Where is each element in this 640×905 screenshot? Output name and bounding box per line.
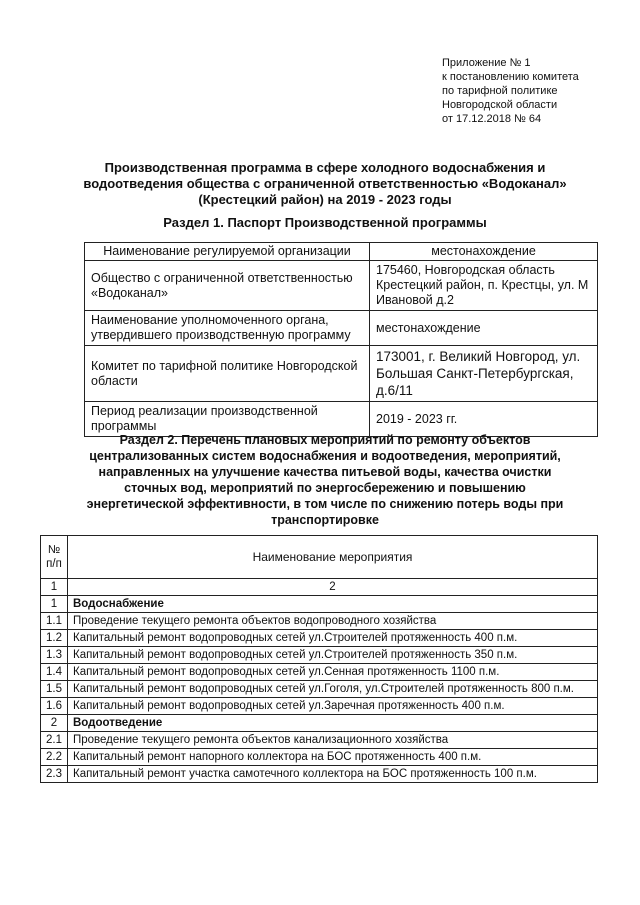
- event-row: [41, 749, 598, 766]
- event-number: 1.4: [41, 664, 68, 681]
- event-name: Проведение текущего ремонта объектов водопроводного хозяйства: [68, 613, 598, 630]
- appendix-date-line: от 17.12.2018 № 64: [442, 113, 542, 125]
- passport-header-row: [85, 243, 598, 261]
- event-number: 2.2: [41, 749, 68, 766]
- event-name: Капитальный ремонт водопроводных сетей ул.Строителей протяженность 350 п.м.: [68, 647, 598, 664]
- passport-row: [85, 311, 598, 346]
- event-number: 1.6: [41, 698, 68, 715]
- passport-cell-location-label: местонахождение: [370, 311, 598, 346]
- events-header-num: № п/п: [41, 536, 68, 579]
- section2-line: сточных вод, мероприятий по энергосбережению и повышению: [124, 481, 526, 495]
- event-row: [41, 732, 598, 749]
- appendix-line: к постановлению комитета: [442, 71, 579, 83]
- title-line: Производственная программа в сфере холодного водоснабжения и: [104, 160, 546, 175]
- title-line: (Крестецкий район) на 2019 - 2023 годы: [198, 192, 452, 207]
- event-number: 2.1: [41, 732, 68, 749]
- event-name: Проведение текущего ремонта объектов канализационного хозяйства: [68, 732, 598, 749]
- appendix-line: по тарифной политике: [442, 85, 558, 97]
- events-header-row: [41, 536, 598, 579]
- passport-cell-authority: Комитет по тарифной политике Новгородской области: [85, 346, 370, 402]
- event-row: [41, 681, 598, 698]
- document-title: [40, 160, 610, 208]
- event-row: [41, 647, 598, 664]
- events-section-row: [41, 596, 598, 613]
- passport-table: [84, 242, 598, 437]
- event-section-title: Водоотведение: [68, 715, 598, 732]
- event-row: [41, 630, 598, 647]
- events-colnum-2: 2: [68, 579, 598, 596]
- event-name: Капитальный ремонт участка самотечного коллектора на БОС протяженность 100 п.м.: [68, 766, 598, 783]
- passport-cell-authority-address: 173001, г. Великий Новгород, ул. Большая Санкт-Петербургская, д.6/11: [370, 346, 598, 402]
- passport-cell-authority-label: Наименование уполномоченного органа, утвердившего производственную программу: [85, 311, 370, 346]
- passport-cell-address: 175460, Новгородская область Крестецкий район, п. Крестцы, ул. М Ивановой д.2: [370, 261, 598, 311]
- event-name: Капитальный ремонт водопроводных сетей ул.Строителей протяженность 400 п.м.: [68, 630, 598, 647]
- appendix-line: Новгородской области: [442, 99, 558, 111]
- event-number: 1.3: [41, 647, 68, 664]
- event-number: 1.5: [41, 681, 68, 698]
- event-row: [41, 664, 598, 681]
- events-section-row: [41, 715, 598, 732]
- passport-row: [85, 346, 598, 402]
- passport-cell-org: Общество с ограниченной ответственностью «Водоканал»: [85, 261, 370, 311]
- events-colnum-row: [41, 579, 598, 596]
- event-row: [41, 613, 598, 630]
- appendix-line: Приложение № 1: [442, 57, 531, 69]
- event-number: 1.1: [41, 613, 68, 630]
- events-colnum-1: 1: [41, 579, 68, 596]
- passport-cell-period: 2019 - 2023 гг.: [370, 402, 598, 437]
- section1-heading: Раздел 1. Паспорт Производственной программы: [163, 215, 487, 230]
- section2-heading: [70, 432, 580, 528]
- passport-cell-period-label: Период реализации производственной программы: [85, 402, 370, 437]
- appendix-block: [442, 56, 632, 126]
- events-table: [40, 535, 598, 783]
- event-section-title: Водоснабжение: [68, 596, 598, 613]
- event-number: 1: [41, 596, 68, 613]
- passport-header-org: Наименование регулируемой организации: [85, 243, 370, 261]
- section2-line: транспортировке: [271, 513, 379, 527]
- event-number: 1.2: [41, 630, 68, 647]
- event-row: [41, 766, 598, 783]
- event-name: Капитальный ремонт напорного коллектора на БОС протяженность 400 п.м.: [68, 749, 598, 766]
- event-name: Капитальный ремонт водопроводных сетей ул.Гоголя, ул.Строителей протяженность 800 п.м.: [68, 681, 598, 698]
- event-row: [41, 698, 598, 715]
- section2-line: энергетической эффективности, в том числе по снижению потерь воды при: [86, 497, 564, 511]
- section2-line: направленных на улучшение качества питьевой воды, качества очистки: [98, 465, 552, 479]
- event-name: Капитальный ремонт водопроводных сетей ул.Заречная протяженность 400 п.м.: [68, 698, 598, 715]
- title-line: водоотведения общества с ограниченной ответственностью «Водоканал»: [83, 176, 567, 191]
- passport-header-location: местонахождение: [370, 243, 598, 261]
- event-number: 2.3: [41, 766, 68, 783]
- events-header-name: Наименование мероприятия: [68, 536, 598, 579]
- passport-row: [85, 261, 598, 311]
- event-name: Капитальный ремонт водопроводных сетей ул.Сенная протяженность 1100 п.м.: [68, 664, 598, 681]
- event-number: 2: [41, 715, 68, 732]
- section2-line: Раздел 2. Перечень плановых мероприятий по ремонту объектов: [119, 433, 531, 447]
- section2-line: централизованных систем водоснабжения и водоотведения, мероприятий,: [89, 449, 561, 463]
